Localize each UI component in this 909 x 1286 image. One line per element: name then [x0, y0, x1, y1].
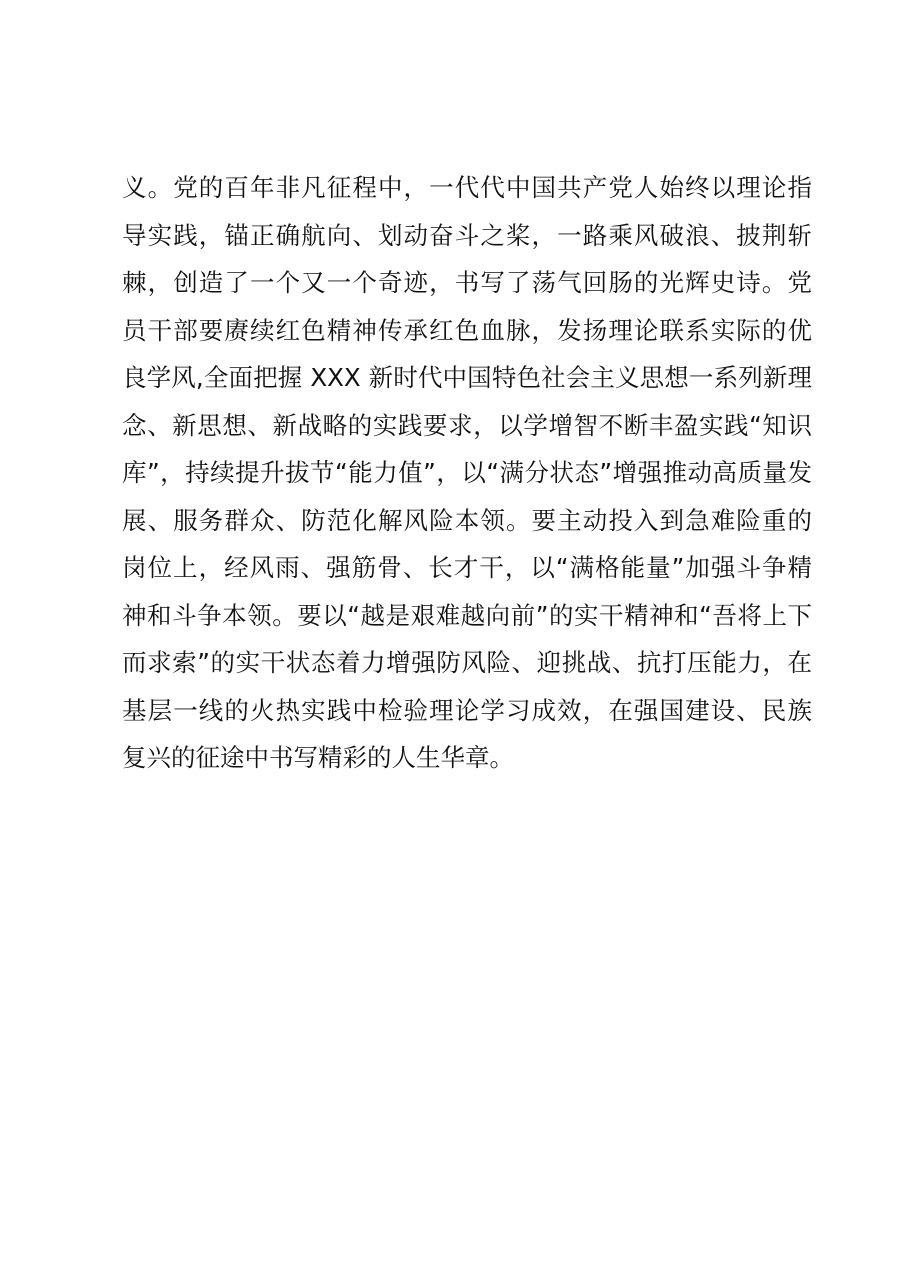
text-line: 神和斗争本领。要以“越是艰难越向前”的实干精神和“吾将上下 [122, 600, 812, 630]
body-paragraph [122, 164, 812, 782]
text-line: 而求索”的实干状态着力增强防风险、迎挑战、抗打压能力，在 [122, 648, 812, 677]
text-line: 念、新思想、新战略的实践要求，以学增智不断丰盈实践“知识 [122, 410, 812, 440]
text-line: 棘，创造了一个又一个奇迹，书写了荡气回肠的光辉史诗。党 [122, 268, 812, 297]
text-line: 良学风,全面把握 XXX 新时代中国特色社会主义思想一系列新理 [122, 363, 812, 392]
text-line: 基层一线的火热实践中检验理论学习成效，在强国建设、民族 [122, 695, 812, 725]
text-line: 库”，持续提升拔节“能力值”，以“满分状态”增强推动高质量发 [122, 458, 812, 487]
text-line: 员干部要赓续红色精神传承红色血脉，发扬理论联系实际的优 [122, 315, 812, 345]
text-line: 复兴的征途中书写精彩的人生华章。 [122, 743, 514, 772]
text-line: 展、服务群众、防范化解风险本领。要主动投入到急难险重的 [122, 505, 812, 535]
text-line: 导实践，锚正确航向、划动奋斗之桨，一路乘风破浪、披荆斩 [122, 220, 812, 250]
text-line: 义。党的百年非凡征程中，一代代中国共产党人始终以理论指 [122, 173, 812, 202]
text-line: 岗位上，经风雨、强筋骨、长才干，以“满格能量”加强斗争精 [122, 553, 812, 582]
